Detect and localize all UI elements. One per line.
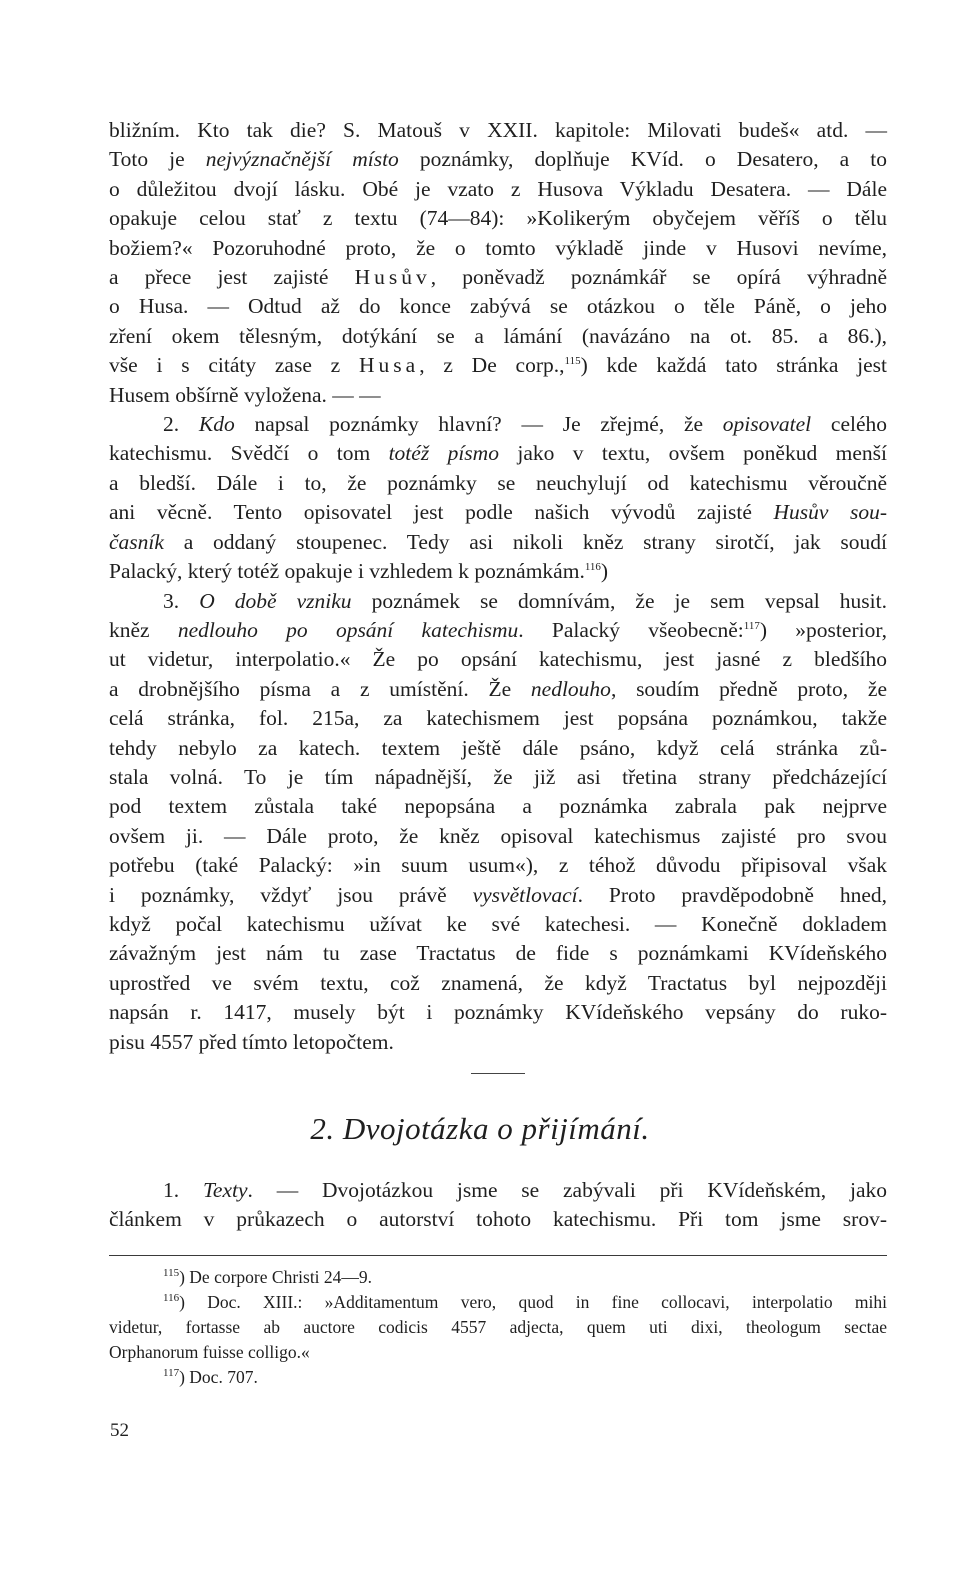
text-line bbox=[109, 1028, 887, 1057]
text-line bbox=[109, 557, 887, 586]
text-run: napsán r. 1417, musely být i poznámky KVídeňského vepsány do ruko- bbox=[109, 1000, 887, 1025]
text-line bbox=[109, 351, 887, 380]
text-line bbox=[109, 1265, 887, 1290]
footnote-rule bbox=[109, 1255, 887, 1256]
italic-text: Kdo bbox=[198, 412, 235, 437]
text-line bbox=[109, 851, 887, 880]
italic-text: O době vzniku bbox=[199, 588, 352, 613]
italic-text: Husův sou- bbox=[773, 500, 887, 525]
text-run: . — Dvojotázkou jsme se zabývali při KVídeňském, jako bbox=[247, 1178, 887, 1202]
italic-text: Texty bbox=[202, 1178, 248, 1202]
text-run: ) bbox=[600, 559, 609, 584]
text-line bbox=[109, 1315, 887, 1340]
spaced-text: Husa bbox=[359, 353, 420, 378]
text-run: opakuje celou stať z textu (74—84): »Kolikerým obyčejem věříš o tělu bbox=[109, 206, 887, 231]
text-run: stala volná. To je tím nápadnější, že již asi třetina strany předcházející bbox=[109, 764, 887, 789]
text-run: ani věcně. Tento opisovatel jest podle našich vývodů zajisté bbox=[109, 500, 774, 525]
text-line bbox=[109, 763, 887, 792]
italic-text: nejvýznačnější místo bbox=[205, 147, 399, 172]
italic-text: časník bbox=[109, 529, 164, 554]
footnotes bbox=[109, 1265, 887, 1390]
text-run: a oddaný stoupenec. Tedy asi nikoli kněz strany sirotčí, jak soudí bbox=[163, 529, 887, 554]
page-number: 52 bbox=[110, 1420, 129, 1441]
text-line bbox=[109, 1365, 887, 1390]
text-run: celá stránka, fol. 215a, za katechismem jest popsána poznámkou, takže bbox=[109, 706, 887, 731]
text-run: Palacký, který totéž opakuje i vzhledem k poznámkám. bbox=[109, 559, 585, 584]
text-line bbox=[109, 616, 887, 645]
footnote-ref: 117 bbox=[743, 619, 760, 632]
text-run: ) »posterior, bbox=[759, 617, 887, 642]
text-run: videtur, fortasse ab auctore codicis 4557 adjecta, quem uti dixi, theologum sectae bbox=[109, 1317, 887, 1337]
text-run: a bledší. Dále i to, že poznámky se neuchylují od katechismu věroučně bbox=[109, 470, 887, 495]
text-run: ovšem ji. — Dále proto, že kněz opisoval katechismus zajisté pro svou bbox=[109, 823, 887, 848]
text-line bbox=[109, 969, 887, 998]
text-line bbox=[109, 528, 887, 557]
text-line bbox=[109, 204, 887, 233]
text-run: poznámek se domnívám, že je sem vepsal husit. bbox=[351, 588, 887, 613]
text-run: Toto je bbox=[109, 147, 206, 172]
text-run: uprostřed ve svém textu, což znamená, že když Tractatus byl nejpozději bbox=[109, 970, 887, 995]
text-run: pod textem zůstala také nepopsána a poznámka zabrala pak nejprve bbox=[109, 794, 887, 819]
text-run: Husem obšírně vyložena. — — bbox=[109, 382, 381, 407]
spaced-text: Husův bbox=[354, 265, 431, 290]
text-run: o důležitou dvojí lásku. Obé je vzato z Husova Výkladu Desatera. — Dále bbox=[109, 176, 887, 201]
text-line bbox=[109, 234, 887, 263]
text-run: . Proto pravděpodobně hned, bbox=[577, 882, 887, 907]
text-run: když počal katechismu užívat ke své katechesi. — Konečně dokladem bbox=[109, 911, 887, 936]
text-run: ) De corpore Christi 24—9. bbox=[179, 1267, 373, 1287]
text-run: potřebu (také Palacký: »in suum usum«), z téhož důvodu připisoval však bbox=[109, 853, 887, 878]
footnote-ref: 117 bbox=[163, 1367, 180, 1380]
text-line bbox=[109, 145, 887, 174]
text-run: božiem?« Pozoruhodné proto, že o tomto výkladě jinde v Husovi nevíme, bbox=[109, 235, 887, 260]
text-line bbox=[109, 469, 887, 498]
text-run: . Palacký všeobecně: bbox=[518, 617, 744, 642]
text-line bbox=[109, 910, 887, 939]
footnote-ref: 115 bbox=[564, 355, 581, 368]
text-line bbox=[109, 439, 887, 468]
text-run: pisu 4557 před tímto letopočtem. bbox=[109, 1029, 394, 1054]
text-run: ) Doc. 707. bbox=[179, 1367, 258, 1387]
text-line bbox=[109, 1176, 887, 1205]
text-run: vše i s citáty zase z bbox=[109, 353, 359, 378]
italic-text: totéž písmo bbox=[388, 441, 499, 466]
text-run: tehdy nebylo za katech. textem ještě dále psáno, když celá stránka zů- bbox=[109, 735, 887, 760]
text-run: poznámky, doplňuje KVíd. o Desatero, a to bbox=[398, 147, 887, 172]
footnote-ref: 116 bbox=[163, 1292, 180, 1305]
text-run: závažným jest nám tu zase Tractatus de fide s poznámkami KVídeňského bbox=[109, 941, 887, 966]
text-line bbox=[109, 587, 887, 616]
text-run: bližním. Kto tak die? S. Matouš v XXII. kapitole: Milovati budeš« atd. — bbox=[109, 118, 887, 142]
text-run: 1. bbox=[163, 1178, 203, 1202]
text-run: zření okem tělesným, dotýkání se a lámání (navázáno na ot. 85. a 86.), bbox=[109, 323, 887, 348]
text-run: napsal poznámky hlavní? — Je zřejmé, že bbox=[234, 412, 723, 437]
text-line bbox=[109, 410, 887, 439]
text-run: a přece jest zajisté bbox=[109, 265, 355, 290]
text-run: ) kde každá tato stránka jest bbox=[580, 353, 888, 378]
text-run: jako v textu, ovšem poněkud menší bbox=[498, 441, 887, 466]
text-line bbox=[109, 881, 887, 910]
text-run: Orphanorum fuisse colligo.« bbox=[109, 1342, 310, 1362]
text-run: celého bbox=[811, 412, 887, 437]
italic-text: nedlouho po opsání katechismu bbox=[177, 617, 519, 642]
text-line bbox=[109, 939, 887, 968]
text-run: 2. bbox=[163, 412, 199, 437]
text-line bbox=[109, 263, 887, 292]
section-heading: 2. Dvojotázka o přijímání. bbox=[310, 1111, 650, 1146]
footnote-ref: 116 bbox=[584, 560, 601, 573]
text-run: , poněvadž poznámkář se opírá výhradně bbox=[430, 265, 887, 290]
text-line bbox=[109, 498, 887, 527]
text-run: článkem v průkazech o autorství tohoto katechismu. Při tom jsme srov- bbox=[109, 1207, 887, 1232]
text-line bbox=[109, 1340, 887, 1365]
text-line bbox=[109, 1205, 887, 1234]
text-run: 3. bbox=[163, 588, 200, 613]
text-line bbox=[109, 322, 887, 351]
section-text bbox=[109, 1176, 887, 1235]
text-line bbox=[109, 1290, 887, 1315]
text-run: , soudím předně proto, že bbox=[610, 676, 887, 701]
text-run: , z De corp., bbox=[419, 353, 565, 378]
text-line bbox=[109, 675, 887, 704]
text-run: ) Doc. XIII.: »Additamentum vero, quod in fine collocavi, interpolatio mihi bbox=[179, 1292, 887, 1312]
italic-text: opisovatel bbox=[722, 412, 812, 437]
italic-text: nedlouho bbox=[530, 676, 611, 701]
text-line bbox=[109, 704, 887, 733]
text-line bbox=[109, 292, 887, 321]
text-line bbox=[109, 734, 887, 763]
text-line bbox=[109, 822, 887, 851]
text-run: o Husa. — Odtud až do konce zabývá se otázkou o těle Páně, o jeho bbox=[109, 294, 887, 319]
text-run: i poznámky, vždyť jsou právě bbox=[109, 882, 473, 907]
text-line bbox=[109, 645, 887, 674]
text-line bbox=[109, 381, 887, 410]
text-line bbox=[109, 792, 887, 821]
text-run: katechismu. Svědčí o tom bbox=[109, 441, 389, 466]
text-line bbox=[109, 116, 887, 145]
section-divider bbox=[471, 1073, 525, 1074]
footnote-ref: 115 bbox=[163, 1267, 180, 1280]
italic-text: vysvětlovací bbox=[472, 882, 578, 907]
text-line bbox=[109, 175, 887, 204]
text-run: a drobnějšího písma a z umístění. Že bbox=[109, 676, 531, 701]
text-run: ut videtur, interpolatio.« Že po opsání katechismu, jest jasné z bledšího bbox=[109, 647, 887, 672]
body-text bbox=[109, 116, 887, 1057]
text-line bbox=[109, 998, 887, 1027]
text-run: kněz bbox=[109, 617, 178, 642]
